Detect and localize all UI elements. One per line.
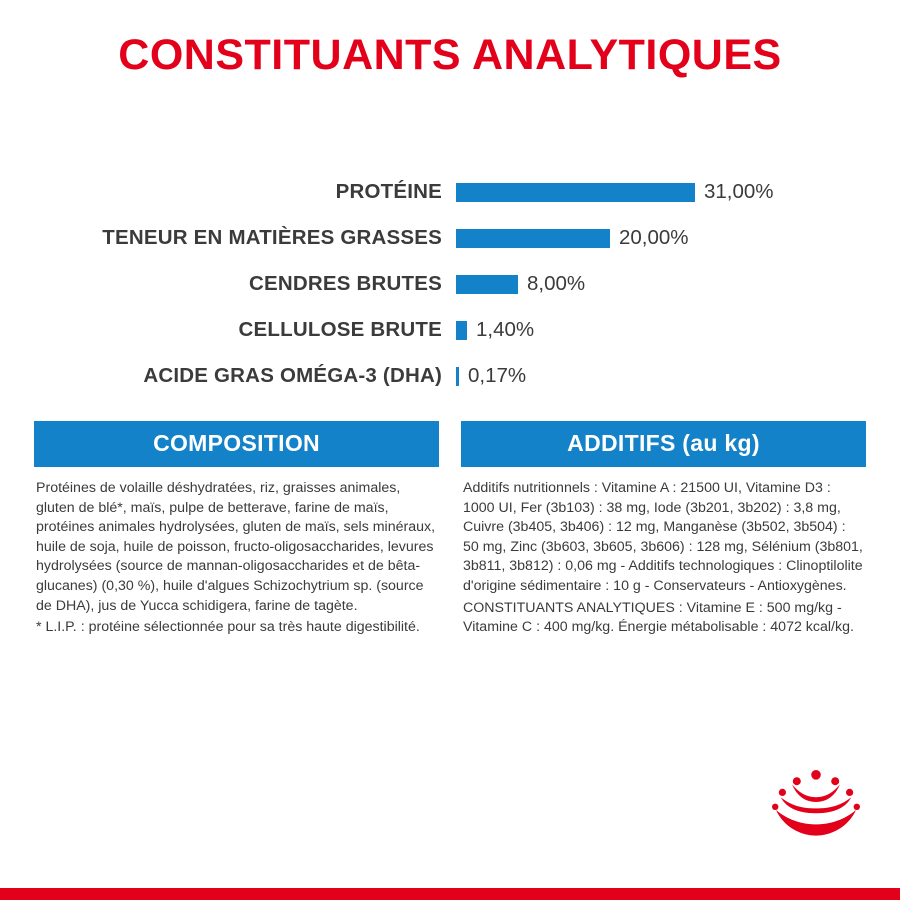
additifs-heading: ADDITIFS (au kg)	[461, 421, 866, 467]
page-title: CONSTITUANTS ANALYTIQUES	[118, 31, 782, 79]
analytical-constituents-chart	[0, 169, 900, 399]
bar-value: 0,17%	[468, 364, 527, 387]
info-panels	[0, 421, 900, 638]
composition-heading: COMPOSITION	[34, 421, 439, 467]
additifs-panel	[461, 421, 866, 638]
additifs-body	[461, 467, 866, 638]
composition-body	[34, 467, 439, 638]
bar-fill	[456, 321, 467, 340]
composition-text: Protéines de volaille déshydratées, riz, graisses animales, gluten de blé*, maïs, pulpe de betterave, farine de maïs, protéines animales hydrolysées, gluten de maïs, sels minéraux, huile de soja, huile de poisson, fructo-oligosaccharides, levures hydrolysées (source de mannan-oligosaccharides et de bêta-glucanes) (0,30 %), huile d'algues Schizochytrium sp. (source de DHA), jus de Yucca schidigera, farine de tagète.	[36, 480, 436, 614]
chart-bar-row	[52, 215, 860, 261]
bar-track	[456, 364, 860, 388]
composition-footnote: * L.I.P. : protéine sélectionnée pour sa très haute digestibilité.	[36, 619, 420, 636]
additifs-analytical-text: CONSTITUANTS ANALYTIQUES : Vitamine E : 500 mg/kg - Vitamine C : 400 mg/kg. Énergie métabolisable : 4072 kcal/kg.	[463, 599, 854, 636]
bar-value: 1,40%	[476, 318, 535, 341]
additifs-text: Additifs nutritionnels : Vitamine A : 21500 UI, Vitamine D3 : 1000 UI, Fer (3b103) : 38 mg, Iode (3b201, 3b202) : 3,8 mg, Cuivre (3b405, 3b406) : 12 mg, Manganèse (3b502, 3b504) : 50 mg, Zinc (3b603, 3b605, 3b606) : 128 mg, Sélénium (3b801, 3b811, 3b812) : 0,06 mg - Additifs technologiques : Clinoptilolite d'origine sédimentaire : 10 g - Conservateurs - Antioxygènes.	[463, 480, 863, 594]
bar-value: 31,00%	[704, 180, 774, 203]
bar-label: CENDRES BRUTES	[248, 272, 442, 295]
bar-value: 8,00%	[527, 272, 586, 295]
bar-label: CELLULOSE BRUTE	[238, 318, 442, 341]
bottom-accent-bar	[0, 888, 900, 900]
bar-value: 20,00%	[619, 226, 689, 249]
chart-bar-row	[52, 261, 860, 307]
bar-label: PROTÉINE	[335, 180, 442, 203]
bar-fill	[456, 275, 518, 294]
bar-track	[456, 180, 860, 204]
bar-track	[456, 226, 860, 250]
chart-bar-row	[52, 307, 860, 353]
chart-bar-row	[52, 169, 860, 215]
royal-canin-crown-logo	[768, 762, 864, 842]
bar-label: ACIDE GRAS OMÉGA-3 (DHA)	[143, 364, 442, 387]
bar-fill	[456, 367, 459, 386]
bar-fill	[456, 183, 695, 202]
bar-track	[456, 272, 860, 296]
composition-panel	[34, 421, 439, 638]
chart-bar-row	[52, 353, 860, 399]
bar-fill	[456, 229, 610, 248]
bar-label: TENEUR EN MATIÈRES GRASSES	[102, 226, 442, 249]
bar-track	[456, 318, 860, 342]
